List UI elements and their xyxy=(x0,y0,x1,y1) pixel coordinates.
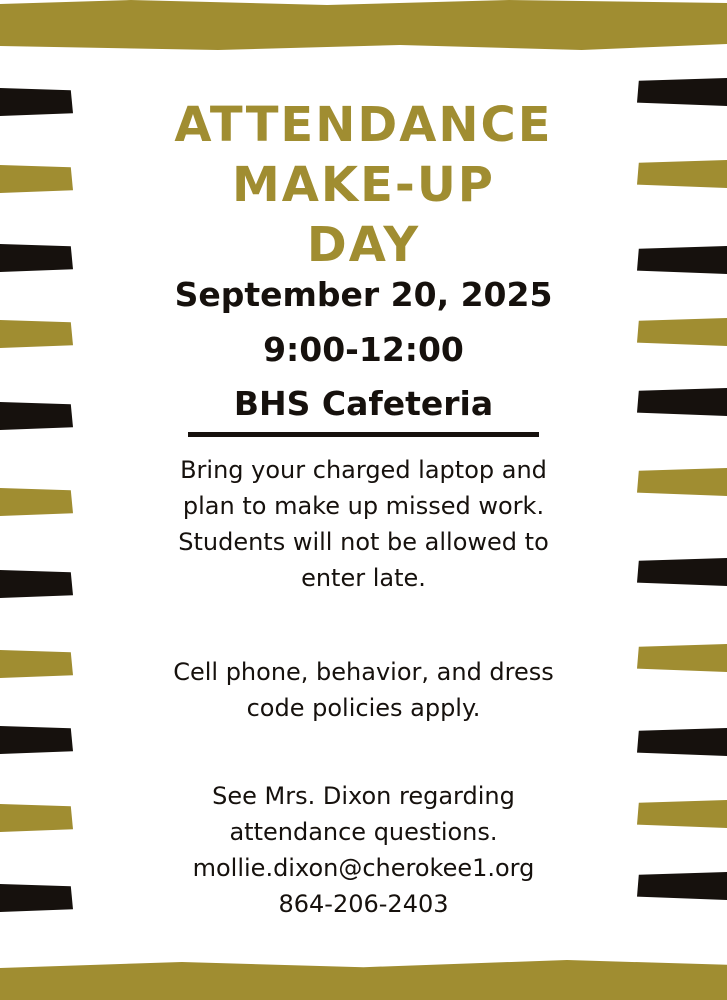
text-line: See Mrs. Dixon regarding xyxy=(212,782,515,810)
right-stripe xyxy=(637,644,727,672)
text-line: enter late. xyxy=(301,564,426,592)
event-time: 9:00-12:00 xyxy=(263,330,464,369)
right-stripe xyxy=(637,160,727,188)
left-stripe xyxy=(0,402,73,430)
left-stripe xyxy=(0,320,73,348)
text-line: plan to make up missed work. xyxy=(182,492,545,520)
top-gold-brush-band xyxy=(0,0,727,50)
right-stripe xyxy=(637,468,727,496)
laptop-instructions xyxy=(100,452,627,596)
right-stripe xyxy=(637,800,727,828)
event-location: BHS Cafeteria xyxy=(233,384,494,423)
contact-phone[interactable]: 864-206-2403 xyxy=(278,890,449,918)
bottom-gold-brush-band xyxy=(0,960,727,1000)
right-stripe xyxy=(637,558,727,586)
title-line: MAKE-UP xyxy=(232,157,495,213)
text-line: code policies apply. xyxy=(246,694,481,722)
left-stripe xyxy=(0,884,73,912)
text-line: Bring your charged laptop and xyxy=(180,456,547,484)
text-line: attendance questions. xyxy=(229,818,498,846)
right-stripe xyxy=(637,728,727,756)
left-stripe xyxy=(0,244,73,272)
left-stripe xyxy=(0,804,73,832)
left-stripe xyxy=(0,88,73,116)
title-line: DAY xyxy=(306,217,421,273)
right-stripe xyxy=(637,78,727,106)
left-stripe xyxy=(0,488,73,516)
title-line: ATTENDANCE xyxy=(174,97,553,153)
text-line: Cell phone, behavior, and dress xyxy=(173,658,554,686)
right-stripe xyxy=(637,872,727,900)
right-stripe xyxy=(637,388,727,416)
text-line: Students will not be allowed to xyxy=(178,528,549,556)
policy-notice xyxy=(100,654,627,726)
left-stripe xyxy=(0,650,73,678)
event-date: September 20, 2025 xyxy=(174,275,553,314)
flyer-title xyxy=(100,95,627,275)
contact-info xyxy=(100,778,627,922)
left-stripe xyxy=(0,165,73,193)
right-stripe xyxy=(637,318,727,346)
left-stripe xyxy=(0,726,73,754)
left-stripe xyxy=(0,570,73,598)
divider-rule xyxy=(188,432,539,437)
right-stripe xyxy=(637,246,727,274)
contact-email[interactable]: mollie.dixon@cherokee1.org xyxy=(192,854,535,882)
